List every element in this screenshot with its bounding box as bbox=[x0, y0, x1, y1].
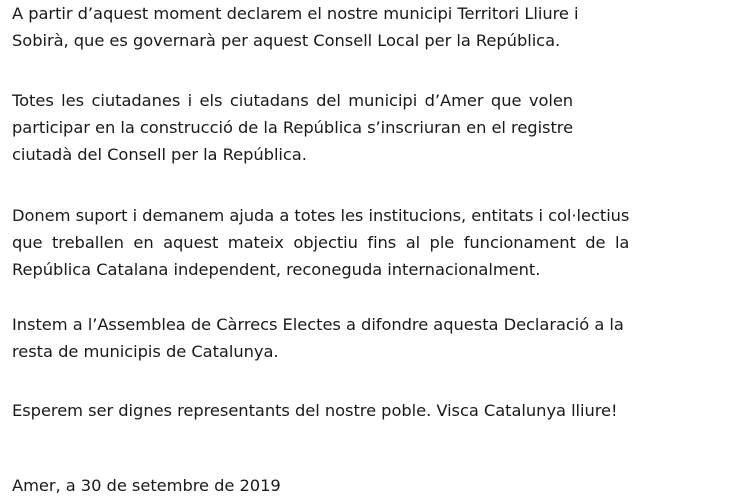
paragraph-line: participar en la construcció de la República s’inscriuran en el registre bbox=[12, 118, 574, 137]
paragraph-assembly bbox=[12, 311, 624, 365]
paragraph-citizens bbox=[12, 87, 573, 168]
paragraph-closing bbox=[12, 397, 618, 424]
paragraph-line: Instem a l’Assemblea de Càrrecs Electes a difondre aquesta Declaració a la bbox=[12, 315, 624, 334]
paragraph-line: resta de municipis de Catalunya. bbox=[12, 342, 279, 361]
paragraph-line: ciutadà del Consell per la República. bbox=[12, 145, 307, 164]
paragraph-declaration bbox=[12, 0, 578, 54]
paragraph-line: A partir d’aquest moment declarem el nostre municipi Territori Lliure i bbox=[12, 4, 579, 23]
paragraph-line: Totes les ciutadanes i els ciutadans del municipi d’Amer que volen bbox=[12, 91, 574, 110]
paragraph-line: Donem suport i demanem ajuda a totes les institucions, entitats i col·lectius bbox=[12, 206, 630, 225]
paragraph-support bbox=[12, 202, 629, 283]
paragraph-line: Esperem ser dignes representants del nostre poble. Visca Catalunya lliure! bbox=[12, 401, 618, 420]
paragraph-line: Sobirà, que es governarà per aquest Consell Local per la República. bbox=[12, 31, 561, 50]
signature-date bbox=[12, 472, 281, 499]
paragraph-line: República Catalana independent, reconeguda internacionalment. bbox=[12, 260, 541, 279]
signature-line: Amer, a 30 de setembre de 2019 bbox=[12, 476, 281, 495]
paragraph-line: que treballen en aquest mateix objectiu fins al ple funcionament de la bbox=[12, 233, 630, 252]
